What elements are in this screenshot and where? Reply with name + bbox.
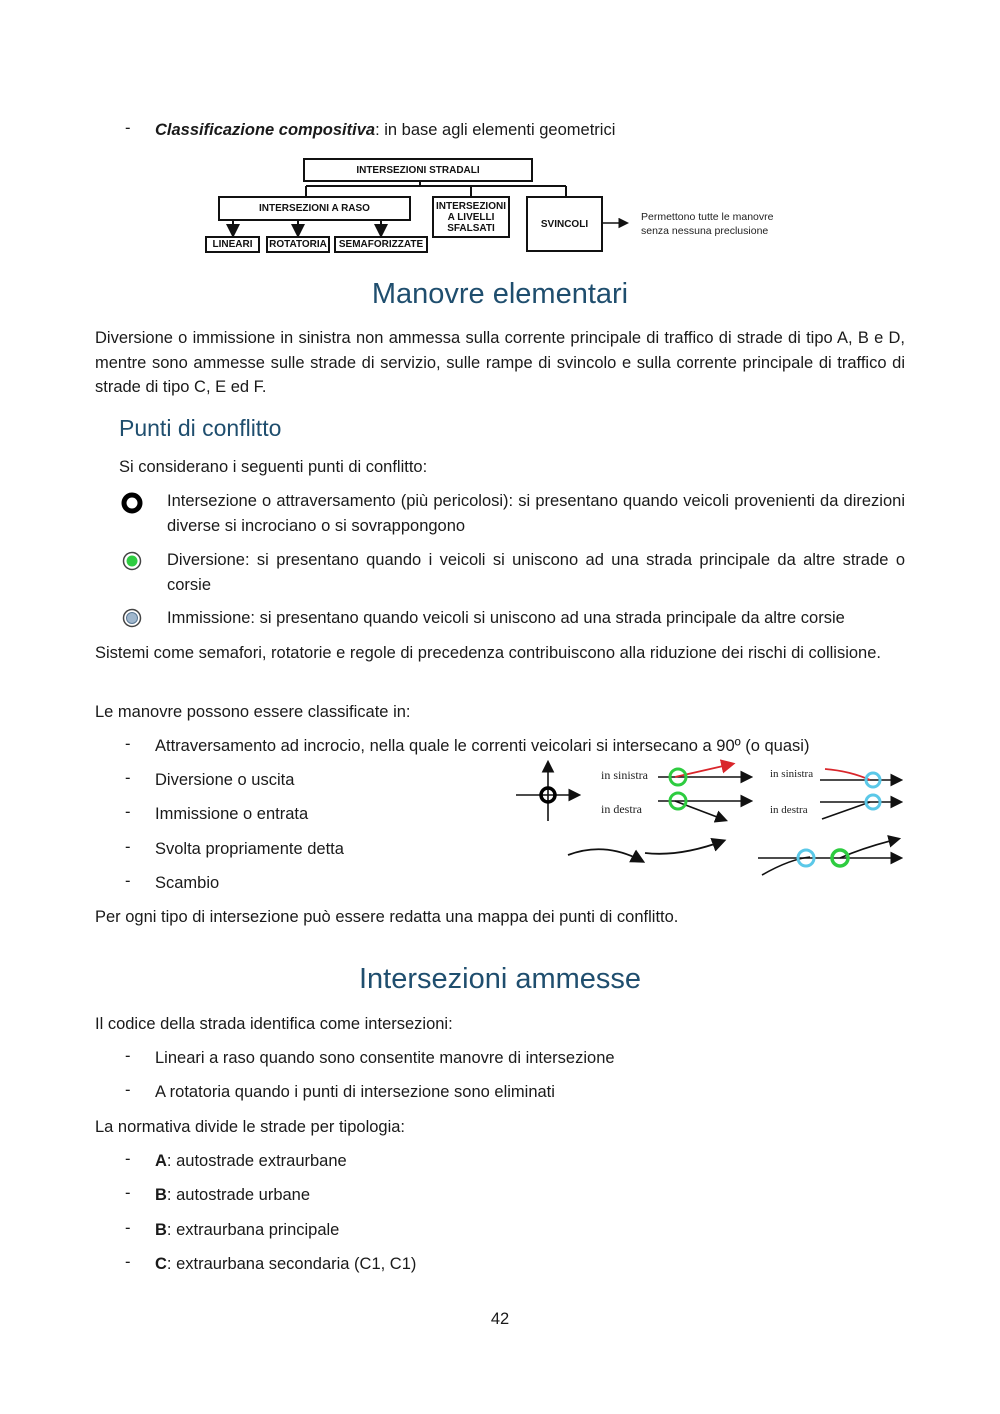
road-type-code: B (155, 1221, 167, 1239)
diversion-diagram (601, 764, 750, 820)
road-type-text: : extraurbana secondaria (C1, C1) (166, 1255, 417, 1273)
manoeuvre-item: Svolta propriamente detta (155, 840, 344, 858)
road-type-text: : autostrade extraurbane (166, 1152, 347, 1170)
svincoli-note-line-2: senza nessuna preclusione (641, 225, 769, 237)
road-type-text: : extraurbana principale (166, 1221, 340, 1239)
bullet-dash: - (125, 838, 131, 856)
bullet-dash: - (125, 1219, 131, 1237)
road-type-item (155, 1183, 310, 1207)
livelli-box (432, 196, 510, 238)
crossing-diagram (516, 763, 578, 821)
section-title-manovre: Manovre elementari (371, 278, 629, 310)
bullet-dash: - (125, 872, 131, 890)
road-type-item (155, 1218, 339, 1242)
section1-paragraph: Diversione o immissione in sinistra non ammessa sulla corrente principale di traffico di strade di tipo A, B e D, mentre sono ammesse sulle strade di servizio, sulle rampe di svincolo e sulla corrente principale di traffico di strade di tipo C, E ed F. (95, 329, 905, 396)
systems-paragraph: Sistemi come semafori, rotatorie e regole di precedenza contribuiscono alla riduzione dei rischi di collisione. (95, 644, 881, 662)
bullet-dash: - (125, 119, 131, 137)
bullet-dash: - (125, 1047, 131, 1065)
manoeuvre-item: Scambio (155, 874, 220, 892)
point-intersezione: Intersezione o attraversamento (più pericolosi): si presentano quando veicoli provenienti da direzioni diverse si incrociano o si sovrappongono (167, 492, 905, 535)
map-note: Per ogni tipo di intersezione può essere redatta una mappa dei punti di conflitto. (95, 908, 679, 926)
label-div-destra: in destra (601, 802, 642, 816)
road-type-code: C (155, 1255, 167, 1273)
intersection-item: Lineari a raso quando sono consentite manovre di intersezione (155, 1049, 615, 1067)
classification-term: Classificazione compositiva (155, 121, 376, 139)
bullet-dash: - (125, 735, 131, 753)
livelli-line-2: A LIVELLI (447, 211, 495, 223)
turn-diagram (568, 841, 723, 861)
classification-diagram (198, 150, 803, 258)
manoeuvre-item: Attraversamento ad incrocio, nella quale le correnti veicolari si intersecano a 90º (o quasi) (155, 737, 810, 755)
livelli-line-3: SFALSATI (447, 222, 495, 234)
immission-diagram (770, 768, 900, 819)
road-type-item (155, 1252, 416, 1276)
svincoli-note-line-1: Permettono tutte le manovre (641, 211, 774, 223)
bullet-dash: - (125, 1081, 131, 1099)
svincoli-note (641, 210, 806, 238)
leaf-semaforizzate: SEMAFORIZZATE (334, 236, 428, 253)
manoeuvres-figure (510, 757, 905, 880)
leaf-lineari: LINEARI (205, 236, 260, 253)
intersection-item: A rotatoria quando i punti di intersezione sono eliminati (155, 1083, 555, 1101)
raso-box: INTERSEZIONI A RASO (218, 196, 411, 221)
norm-intro: La normativa divide le strade per tipologia: (95, 1118, 406, 1136)
section-title-intersezioni: Intersezioni ammesse (358, 963, 642, 995)
section2-intro: Il codice della strada identifica come intersezioni: (95, 1015, 453, 1033)
bullet-dash: - (125, 803, 131, 821)
bullet-dash: - (125, 769, 131, 787)
bullet-dash: - (125, 1253, 131, 1271)
subsection-title-punti: Punti di conflitto (119, 415, 282, 441)
road-type-code: A (155, 1152, 167, 1170)
point-diversione: Diversione: si presentano quando i veicoli si uniscono ad una strada principale da altre strade o corsie (167, 551, 905, 594)
subsection-intro: Si considerano i seguenti punti di conflitto: (119, 458, 428, 476)
page-number: 42 (490, 1310, 510, 1328)
root-box: INTERSEZIONI STRADALI (303, 158, 533, 182)
manoeuvre-item: Diversione o uscita (155, 771, 295, 789)
bullet-dash: - (125, 1150, 131, 1168)
intersection-point-icon (121, 492, 143, 514)
label-imm-sinistra: in sinistra (770, 768, 814, 780)
diversion-point-icon (121, 550, 143, 572)
road-type-text: : autostrade urbane (166, 1186, 311, 1204)
road-type-item (155, 1149, 347, 1173)
weaving-diagram (758, 839, 900, 875)
classify-intro: Le manovre possono essere classificate in: (95, 703, 411, 721)
manoeuvre-item: Immissione o entrata (155, 805, 309, 823)
immission-point-icon (121, 607, 143, 629)
classification-rest: : in base agli elementi geometrici (375, 121, 616, 139)
road-type-code: B (155, 1186, 167, 1204)
livelli-line-1: INTERSEZIONI (435, 200, 506, 212)
point-immissione: Immissione: si presentano quando veicoli si uniscono ad una strada principale da altre corsie (167, 609, 845, 627)
bullet-dash: - (125, 1184, 131, 1202)
svincoli-box: SVINCOLI (526, 196, 603, 252)
label-imm-destra: in destra (770, 804, 808, 816)
leaf-rotatoria: ROTATORIA (266, 236, 330, 253)
label-div-sinistra: in sinistra (601, 768, 648, 782)
classification-item (155, 118, 615, 142)
